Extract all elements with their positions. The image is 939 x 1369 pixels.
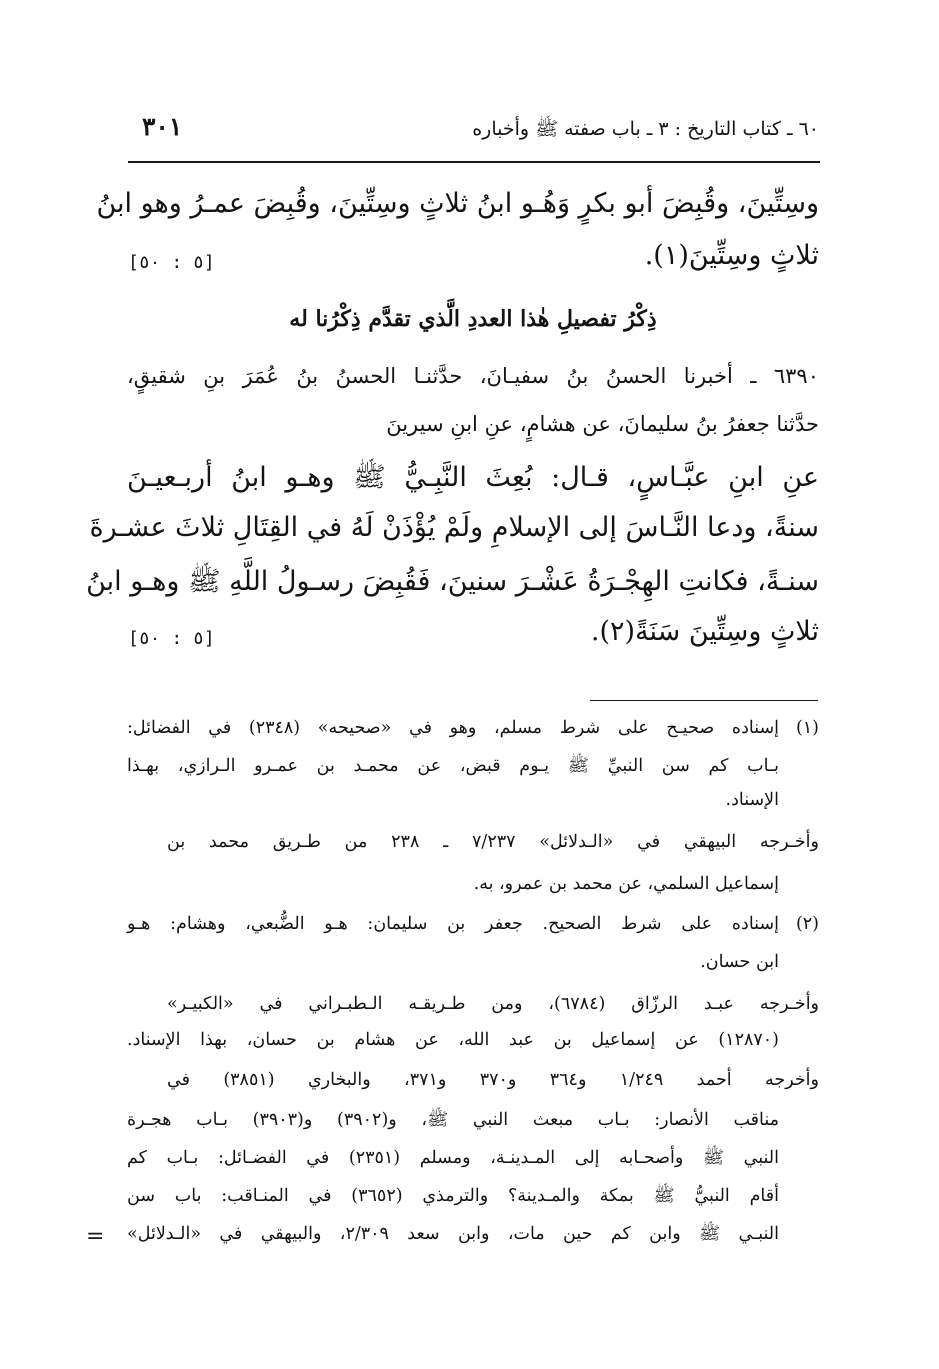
footnote-1-line-5: إسماعيل السلمي، عن محمد بن عمرو، به. bbox=[473, 874, 779, 894]
main-line-1: وسِتِّينَ، وقُبِضَ أبو بكرٍ وَهُـو ابنُ ثلاثٍ وسِتِّينَ، وقُبِضَ عمـرُ وهو ابنُ bbox=[96, 188, 819, 219]
section-heading: ذِكْرُ تفصيلِ هٰذا العددِ الَّذي تقدَّم ذِكْرُنا له bbox=[289, 306, 657, 332]
footnote-2-line-3: وأخـرجه عبـد الرزّاق (٦٧٨٤)، ومن طـريقـه الـطبـراني في «الكبيـر» bbox=[167, 994, 820, 1014]
isnad-line-1: ٦٣٩٠ ـ أخبرنا الحسنُ بنُ سفيـانَ، حدَّثنـا الحسنُ بنُ عُمَرَ بنِ شقيقٍ، bbox=[127, 364, 819, 388]
footnote-2-line-8: أقام النبيُّ ﷺ بمكة والمـدينة؟ والترمذي (٣٦٥٢) في المنـاقب: باب سن bbox=[127, 1186, 779, 1206]
isnad-line-2: حدَّثنا جعفرُ بنُ سليمانَ، عن هشامٍ، عنِ ابنِ سيرينَ bbox=[386, 412, 819, 436]
matn-line-1: عنِ ابنِ عبَّـاسٍ، قـال: بُعِثَ النَّبِـيُّ ﷺ وهـو ابنُ أربـعيـنَ bbox=[127, 462, 819, 493]
main-line-2: ثلاثٍ وسِتِّينَ(١). bbox=[644, 240, 819, 271]
running-header-title: ٦٠ ـ كتاب التاريخ : ٣ ـ باب صفته ﷺ وأخباره bbox=[472, 118, 819, 140]
footnote-1-line-4: وأخـرجه البيهقي في «الـدلائل» ٧/٢٣٧ ـ ٢٣٨ من طـريق محمد بن bbox=[167, 832, 819, 852]
header-rule bbox=[128, 161, 820, 163]
page-number: ٣٠١ bbox=[142, 112, 183, 141]
continuation-mark: = bbox=[86, 1224, 105, 1249]
hadith-reference-2: [٥ : ٥٠] bbox=[128, 628, 215, 649]
footnote-1-line-2: بـاب كم سن النبيِّ ﷺ يـوم قبض، عن محمـد بن عمـرو الـرازي، بهـذا bbox=[127, 756, 779, 776]
footnote-2-line-4: (١٢٨٧٠) عن إسماعيل بن عبد الله، عن هشام بن حسان، بهذا الإسناد. bbox=[127, 1030, 779, 1050]
footnote-number-2: (٢) bbox=[795, 914, 819, 934]
footnote-2-line-6: مناقب الأنصار: بـاب مبعث النبي ﷺ، و(٣٩٠٢) و(٣٩٠٣) بـاب هجـرة bbox=[127, 1110, 780, 1130]
footnote-1-line-1: إسناده صحيـح على شرط مسلم، وهو في «صحيحه» (٢٣٤٨) في الفضائل: bbox=[127, 718, 779, 738]
footnote-1-line-3: الإسناد. bbox=[725, 790, 779, 810]
footnote-2-line-2: ابن حسان. bbox=[700, 952, 779, 972]
matn-line-4: ثلاثٍ وسِتِّينَ سَنَةً(٢). bbox=[590, 616, 819, 647]
matn-line-2: سنةً، ودعا النَّـاسَ إلى الإسلامِ ولَمْ يُؤْذَنْ لَهُ في القِتَالِ ثلاثَ عشـرةَ bbox=[89, 512, 819, 543]
footnote-rule bbox=[590, 700, 818, 701]
matn-line-3: سنـةً، فكانتِ الهِجْـرَةُ عَشْـرَ سنينَ، فَقُبِضَ رسـولُ اللَّهِ ﷺ وهـو ابنُ bbox=[86, 566, 819, 597]
footnote-number-1: (١) bbox=[795, 718, 819, 738]
footnote-2-line-7: النبي ﷺ وأصحـابه إلى المـدينـة، ومسلم (٢٣٥١) في الفضـائل: بـاب كم bbox=[127, 1148, 779, 1168]
hadith-reference-1: [٥ : ٥٠] bbox=[128, 252, 215, 273]
footnote-2-line-1: إسناده على شرط الصحيح. جعفر بن سليمان: هـو الضُّبعي، وهشام: هـو bbox=[127, 914, 779, 934]
footnote-2-line-5: وأخرجه أحمد ١/٢٤٩ و٣٦٤ و٣٧٠ و٣٧١، والبخاري (٣٨٥١) في bbox=[167, 1070, 819, 1090]
footnote-2-line-9: النبـي ﷺ وابن كم حين مات، وابن سعد ٢/٣٠٩، والبيهقي في «الـدلائل» bbox=[127, 1224, 779, 1244]
